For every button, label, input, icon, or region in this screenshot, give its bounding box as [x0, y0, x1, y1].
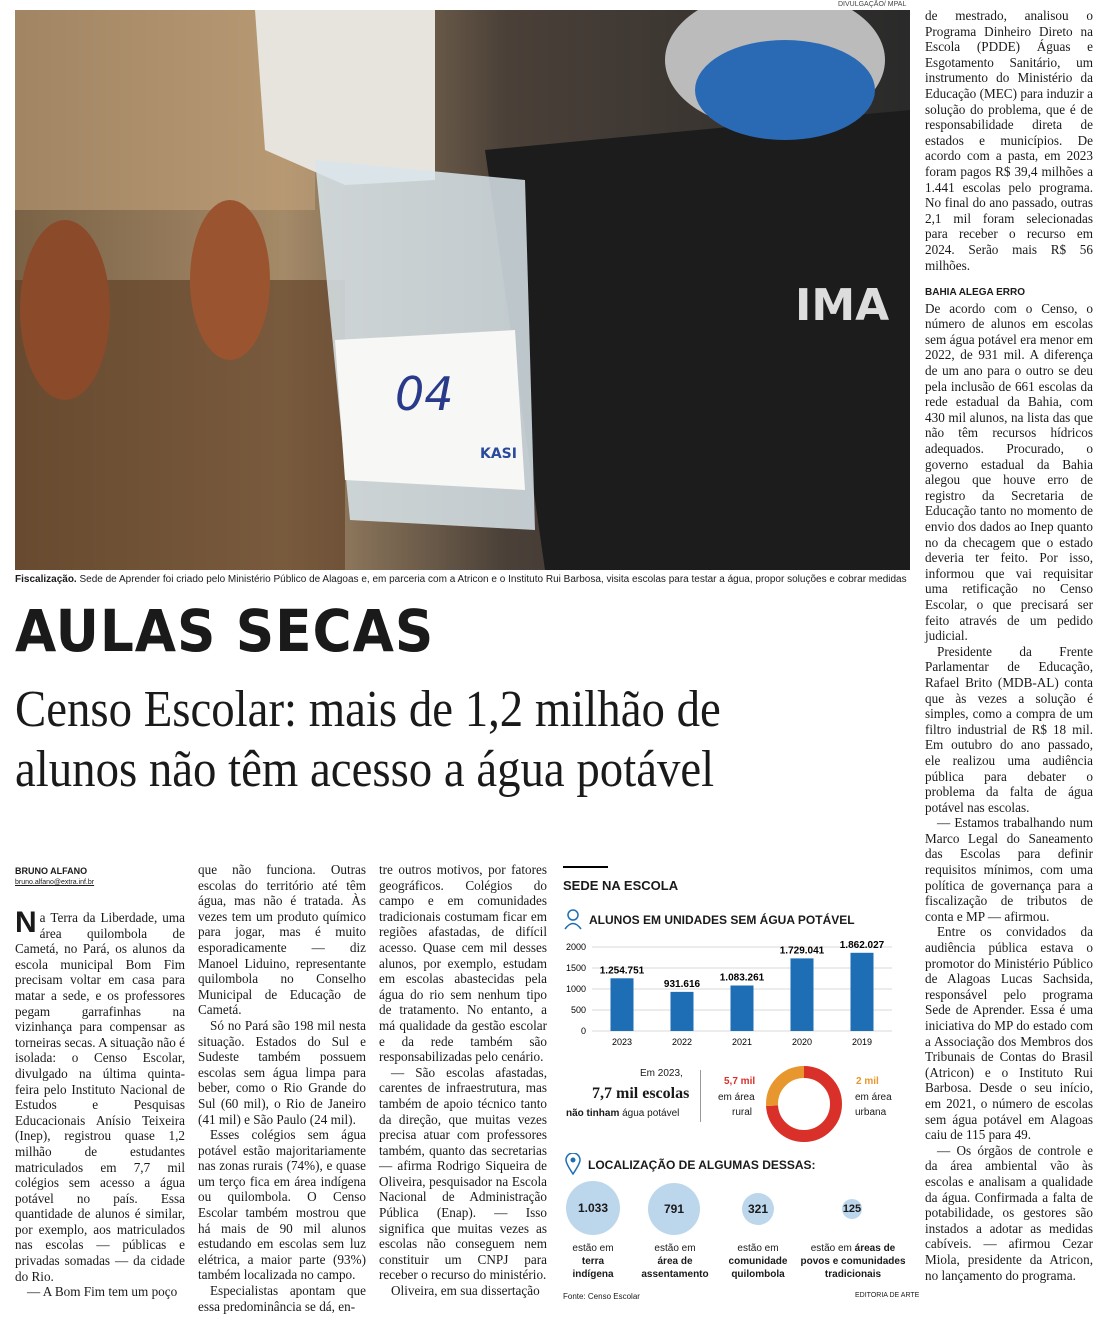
col4-paragraph-6: — Os órgãos de controle e da área ambiental vão às escolas e analisam a qualidade da água. Confirmada a falta de potabilidade, os gestores são instados a adotar as medidas cabíveis. — afirmou Cezar Miola, presidente da Atricon, no lançamento do programa.: [925, 1142, 1093, 1283]
location-circle-indigenous: 1.033: [566, 1181, 620, 1235]
col4-paragraph-1: de mestrado, analisou o Programa Dinheiro Direto na Escola (PDDE) Águas e Esgotamento Sanitário, um instrumento do Ministério da Educação (MEC) para induzir a solução do problema, que é de responsabilidade direta de estados e municípios. De acordo com a pasta, em 2023 foram pagos R$ 39,4 milhões a 1.441 escolas pelo programa. No final do ano passado, outras 2,1 mil foram selecionadas para receber o recurso em 2024. Serão mais R$ 56 milhões.: [925, 8, 1093, 273]
location-pre-traditional: estão em: [810, 1243, 852, 1254]
location-circle-traditional: 125: [842, 1199, 862, 1219]
y-tick-label: 1000: [565, 984, 586, 994]
shirt-logo: IMA: [795, 280, 890, 331]
bar: [851, 953, 874, 1031]
x-tick-label: 2021: [731, 1037, 753, 1047]
col2-paragraph-2: Só no Pará são 198 mil nesta situação. Estados do Sul e Sudeste também possuem escolas sem água limpa para beber, como o Rio Grande do Sul (60 mil), o Rio de Janeiro (41 mil) e São Paulo (24 mil).: [198, 1017, 366, 1127]
infobox-title: SEDE NA ESCOLA: [563, 878, 679, 893]
location-b2-traditional: povos e comunidades tradicionais: [800, 1256, 906, 1280]
location-b2-settlement: assentamento: [641, 1269, 709, 1280]
headline: Censo Escolar: mais de 1,2 milhão de alunos não têm acesso a água potável: [15, 681, 721, 798]
col2-paragraph-3: Esses colégios sem água potável estão majoritariamente nas zonas rurais (74%), e quase um terço fica em área indígena ou quilombola. O Censo Escolar também mostrou que há mais de 90 mil alunos estudando em escolas sem luz elétrica, a maior parte (93%) também localizada no campo.: [198, 1127, 366, 1283]
students-icon: [563, 908, 583, 930]
location-label-quilombola: [720, 1242, 796, 1281]
photo-illustration: [15, 10, 910, 570]
location-b1-traditional: áreas de: [854, 1243, 896, 1254]
bar-value-label: 1.862.027: [839, 939, 885, 951]
col4-subhead: BAHIA ALEGA ERRO: [925, 287, 1025, 299]
bar-value-label: 931.616: [663, 978, 701, 990]
location-label-settlement: [632, 1242, 718, 1281]
bar-value-label: 1.729.041: [779, 945, 825, 957]
donut-divider: [700, 1070, 701, 1122]
donut-main: 7,7 mil escolas: [592, 1085, 690, 1102]
rural-label-1: em área: [718, 1092, 755, 1103]
column-4: [925, 8, 1093, 1283]
location-b2-indigenous: indígena: [572, 1269, 614, 1280]
bar-chart: [560, 935, 900, 1055]
col2-paragraph-1: que não funciona. Outras escolas do território até têm água, mas não é tratada. Às vezes tem um produto químico para jogar, mas é muito esporadicamente — diz Manoel Liduino, representante quilombola no Conselho Municipal de Educação de Cametá.: [198, 862, 366, 1018]
byline: BRUNO ALFANO: [15, 866, 88, 876]
lead-photo: [15, 10, 910, 570]
photo-credit: DIVULGAÇÃO/ MPAL: [838, 1, 907, 8]
dropcap: N: [15, 906, 37, 939]
caption-text: Sede de Aprender foi criado pelo Ministério Público de Alagoas e, em parceria com a Atricon e o Instituto Rui Barbosa, visita escolas para testar a água, propor soluções e cobrar medidas: [79, 574, 907, 585]
urban-label-1: em área: [855, 1092, 892, 1103]
column-1: [15, 906, 185, 1300]
bag-label: 04: [395, 367, 454, 421]
bag-print: KASI: [480, 446, 517, 462]
y-tick-label: 0: [580, 1026, 586, 1036]
column-3: [379, 862, 547, 1299]
bar: [671, 992, 694, 1031]
x-tick-label: 2022: [671, 1037, 693, 1047]
caption-lead: Fiscalização.: [15, 574, 77, 585]
rural-value: 5,7 mil: [724, 1076, 756, 1087]
location-b1-settlement: área de: [657, 1256, 693, 1267]
bar: [791, 958, 814, 1031]
infobox-rule: [563, 866, 608, 868]
col2-paragraph-4: Especialistas apontam que essa predominância se dá, en-: [198, 1283, 366, 1314]
donut-bold: não tinham: [566, 1108, 620, 1119]
location-circle-quilombola: 321: [742, 1193, 774, 1225]
donut-intro: Em 2023,: [640, 1068, 683, 1079]
bar: [731, 986, 754, 1031]
urban-label-2: urbana: [855, 1107, 887, 1118]
x-tick-label: 2019: [851, 1037, 873, 1047]
col4-paragraph-2: De acordo com o Censo, o número de alunos em escolas sem água potável era menor em 2022, de 931 mil. A diferença de um ano para o outro se deu pela inclusão de 661 escolas da rede estadual da Bahia, com 430 mil alunos, na lista das que não têm recursos hídricos adequados. Procurado, o governo estadual da Bahia alegou que houve erro de registro da Secretaria de Educação tanto no momento de envio dos dados ao Inep quanto no da checagem que o estado deveria ter feito. Por isso, informou que vai requisitar uma retificação no Censo Escolar, o que precisará ser feito através de um pedido judicial.: [925, 300, 1093, 644]
photo-caption: [15, 574, 915, 585]
location-circle-settlement: 791: [648, 1183, 700, 1235]
y-tick-label: 2000: [565, 942, 586, 952]
urban-value: 2 mil: [856, 1076, 879, 1087]
col3-paragraph-2: — São escolas afastadas, carentes de infraestrutura, mas também de apoio técnico tanto da direção, que muitas vezes precisa atuar com professores também, quanto das secretarias — afirma Rodrigo Siqueira de Oliveira, pesquisador na Escola Nacional de Administração Pública (Enap). — Isso significa que muitas vezes as escolas não conseguem nem constituir um CNPJ para receber o recurso do ministério.: [379, 1064, 547, 1283]
location-pre-indigenous: estão em: [572, 1243, 614, 1254]
author-email[interactable]: bruno.alfano@extra.inf.br: [15, 879, 95, 886]
x-tick-label: 2023: [611, 1037, 633, 1047]
col3-paragraph-1: tre outros motivos, por fatores geográficos. Colégios do campo e em comunidades tradicionais costumam ficar em regiões afastadas, de difícil acesso. Quase cem mil desses alunos, por exemplo, estudam em escolas abastecidas pela água do rio sem nenhum tipo de tratamento. No entanto, a má qualidade da gestão escolar e da rede também são responsabilizadas pelo cenário.: [379, 862, 547, 1065]
location-title: LOCALIZAÇÃO DE ALGUMAS DESSAS:: [588, 1158, 816, 1172]
location-b1-quilombola: comunidade: [728, 1256, 788, 1267]
location-label-indigenous: [558, 1242, 628, 1281]
col4-paragraph-5: Entre os convidados da audiência pública estava o promotor do Ministério Público de Alagoas Lucas Sachsida, responsável pelo programa Sede de Aprender. Essa é uma iniciativa do MP do estado com a Associação dos Membros dos Tribunais de Contas do Brasil (Atricon) e o Instituto Rui Barbosa. Desde o seu início, em 2021, o número de escolas sem água potável em Alagoas caiu de 115 para 49.: [925, 924, 1093, 1143]
chart-title: ALUNOS EM UNIDADES SEM ÁGUA POTÁVEL: [589, 913, 855, 927]
bar: [611, 978, 634, 1031]
col3-paragraph-3: Oliveira, em sua dissertação: [391, 1283, 540, 1299]
infobox-credit: EDITORIA DE ARTE: [855, 1292, 920, 1299]
location-pre-quilombola: estão em: [737, 1243, 779, 1254]
bar-value-label: 1.254.751: [599, 965, 645, 977]
column-2: [198, 862, 366, 1314]
col1-paragraph-1: a Terra da Liberdade, uma área quilombola de Cametá, no Pará, os alunos da escola municipal Bom Fim precisam voltar em casa para matar a sede, e os professores pegam garrafinhas na vizinhança para compensar as torneiras secas. A situação não é isolada: o Censo Escolar, divulgado na última quinta-feira pelo Instituto Nacional de Estudos e Pesquisas Educacionais Anísio Teixeira (Inep), registrou quase 1,2 milhão de estudantes matriculados em 7,7 mil colégios sem acesso a água potável no país. Essa quantidade de alunos é similar, por exemplo, aos matriculados nas escolas — públicas e privadas somadas — da cidade do Rio.: [15, 910, 185, 1284]
x-tick-label: 2020: [791, 1037, 813, 1047]
col1-paragraph-2: — A Bom Fim tem um poço: [27, 1284, 178, 1300]
y-tick-label: 500: [570, 1005, 586, 1015]
donut-tail: água potável: [622, 1108, 680, 1119]
y-tick-label: 1500: [565, 963, 586, 973]
infobox-source: Fonte: Censo Escolar: [563, 1292, 640, 1301]
location-pre-settlement: estão em: [654, 1243, 696, 1254]
location-b1-indigenous: terra: [581, 1256, 605, 1267]
location-b2-quilombola: quilombola: [731, 1269, 785, 1280]
col4-paragraph-3: Presidente da Frente Parlamentar de Educação, Rafael Brito (MDB-AL) conta que às vezes a solução é simples, como a compra de um filtro industrial de R$ 18 mil. Em outubro do ano passado, ele realizou uma audiência pública para debater o problema da falta de água potável nas escolas.: [925, 643, 1093, 815]
rural-label-2: rural: [732, 1107, 753, 1118]
kicker: AULAS SECAS: [15, 597, 435, 665]
col4-paragraph-4: — Estamos trabalhando num Marco Legal do Saneamento das Escolas para definir requisitos mínimos, com uma política de governança para a fiscalização de tributos de conta e MP — afirmou.: [925, 815, 1093, 924]
location-label-traditional: [800, 1242, 906, 1281]
location-pin-icon: [565, 1153, 581, 1175]
donut-chart: [763, 1063, 845, 1145]
bar-value-label: 1.083.261: [719, 972, 765, 984]
